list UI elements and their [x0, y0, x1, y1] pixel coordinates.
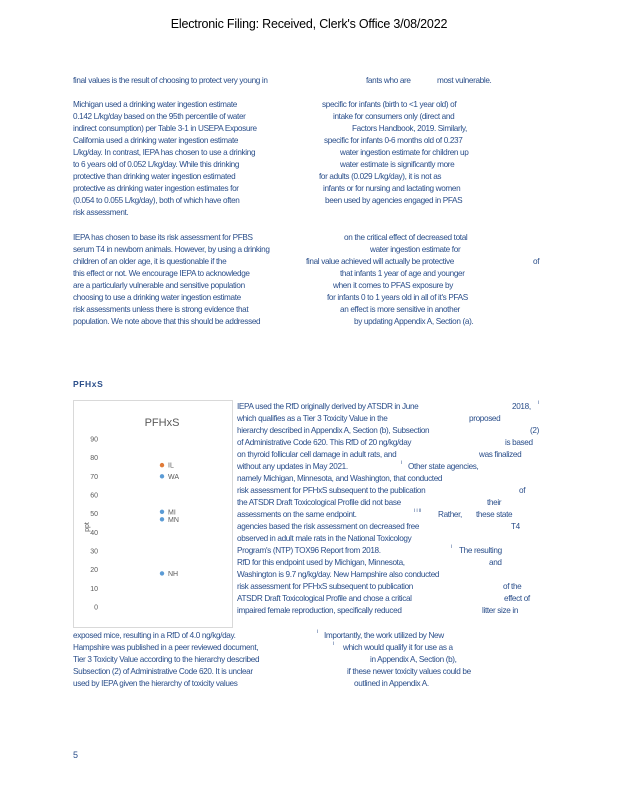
text-segment: risk assessment. — [73, 208, 129, 217]
text-segment: and — [489, 558, 502, 567]
text-segment: RfD for this endpoint used by Michigan, Minnesota, — [237, 558, 405, 567]
footnote-mark: i — [317, 629, 319, 635]
data-point — [160, 463, 164, 467]
text-segment: which would qualify it for use as a — [343, 643, 453, 652]
text-segment: population. We note above that this should be addressed — [73, 317, 261, 326]
text-segment: final value achieved will actually be protective — [306, 257, 454, 266]
data-label: MN — [168, 516, 179, 524]
text-segment: intake for consumers only (direct and — [333, 112, 455, 121]
text-segment: if these newer toxicity values could be — [347, 667, 471, 676]
text-segment: Washington is 9.7 ng/kg/day. New Hampshire also conducted — [237, 570, 440, 579]
chart-y-axis-label: ppt — [84, 522, 91, 532]
text-segment: for adults (0.029 L/kg/day), it is not as — [319, 172, 442, 181]
text-segment: by updating Appendix A, Section (a). — [354, 317, 474, 326]
text-segment: Hampshire was published in a peer reviewed document, — [73, 643, 259, 652]
text-segment: Tier 3 Toxicity Value according to the hierarchy described — [73, 655, 260, 664]
text-segment: children of an older age, it is questionable if the — [73, 257, 227, 266]
text-segment: that infants 1 year of age and younger — [340, 269, 465, 278]
y-tick-label: 60 — [90, 492, 98, 500]
text-segment: without any updates in May 2021. — [237, 462, 348, 471]
text-segment: serum T4 in newborn animals. However, by using a drinking — [73, 245, 270, 254]
text-segment: namely Michigan, Minnesota, and Washington, that conducted — [237, 474, 443, 483]
data-point — [160, 510, 164, 514]
text-segment: Rather, — [438, 510, 462, 519]
text-segment: when it comes to PFAS exposure by — [333, 281, 453, 290]
data-point — [160, 571, 164, 575]
text-segment: which qualifies as a Tier 3 Toxicity Value in the — [237, 414, 388, 423]
section-heading: PFHxS — [73, 379, 104, 389]
page-number: 5 — [73, 750, 79, 760]
text-segment: used by IEPA given the hierarchy of toxicity values — [73, 679, 238, 688]
text-segment: water estimate is significantly more — [340, 160, 455, 169]
text-segment: specific for infants (birth to <1 year old) of — [322, 100, 457, 109]
filing-header: Electronic Filing: Received, Clerk's Office 3/08/2022 — [170, 17, 448, 31]
data-label: WA — [168, 473, 180, 481]
text-segment: hierarchy described in Appendix A, Section (b), Subsection — [237, 426, 430, 435]
text-segment: risk assessments unless there is strong evidence that — [73, 305, 249, 314]
text-segment: the ATSDR Draft Toxicological Profile did not base — [237, 498, 401, 507]
text-segment: protective than drinking water ingestion estimated — [73, 172, 236, 181]
text-segment: of — [519, 486, 526, 495]
text-segment: agencies based the risk assessment on decreased free — [237, 522, 420, 531]
text-segment: an effect is more sensitive in another — [340, 305, 460, 314]
footnote-mark: i — [401, 460, 403, 466]
text-segment: fants who are — [366, 76, 411, 85]
pfhxs-chart-svg — [74, 401, 232, 627]
text-segment: proposed — [469, 414, 501, 423]
text-segment: Factors Handbook, 2019. Similarly, — [352, 124, 467, 133]
text-segment: choosing to use a drinking water ingestion estimate — [73, 293, 241, 302]
text-segment: Michigan used a drinking water ingestion estimate — [73, 100, 237, 109]
text-segment: on the critical effect of decreased total — [344, 233, 468, 242]
text-segment: T4 — [511, 522, 520, 531]
text-segment: risk assessment for PFHxS subsequent to the publication — [237, 486, 426, 495]
text-segment: 0.142 L/kg/day based on the 95th percentile of water — [73, 112, 246, 121]
pfhxs-chart — [73, 400, 233, 628]
y-tick-label: 30 — [90, 548, 98, 556]
text-segment: (2) — [530, 426, 539, 435]
data-label: IL — [168, 462, 174, 470]
text-segment: exposed mice, resulting in a RfD of 4.0 ng/kg/day. — [73, 631, 236, 640]
text-segment: 2018, — [512, 402, 531, 411]
chart-title: PFHxS — [144, 417, 180, 429]
text-segment: on thyroid follicular cell damage in adult rats, and — [237, 450, 397, 459]
text-segment: effect of — [504, 594, 530, 603]
data-point — [160, 474, 164, 478]
y-tick-label: 70 — [90, 473, 98, 481]
y-tick-label: 90 — [90, 436, 98, 444]
y-tick-label: 80 — [90, 455, 98, 463]
text-segment: L/kg/day. In contrast, IEPA has chosen to use a drinking — [73, 148, 256, 157]
text-segment: observed in adult male rats in the National Toxicology — [237, 534, 412, 543]
text-segment: this effect or not. We encourage IEPA to acknowledge — [73, 269, 250, 278]
text-segment: most vulnerable. — [437, 76, 492, 85]
footnote-mark: i i ii — [414, 508, 422, 514]
text-segment: water ingestion estimate for — [370, 245, 461, 254]
data-point — [160, 517, 164, 521]
text-segment: was finalized — [479, 450, 522, 459]
y-tick-label: 50 — [90, 511, 98, 519]
text-segment: of — [533, 257, 540, 266]
text-segment: ATSDR Draft Toxicological Profile and chose a critical — [237, 594, 412, 603]
text-segment: water ingestion estimate for children up — [340, 148, 469, 157]
text-segment: risk assessment for PFHxS subsequent to publication — [237, 582, 414, 591]
text-segment: are a particularly vulnerable and sensitive population — [73, 281, 245, 290]
y-tick-label: 40 — [90, 529, 98, 537]
text-segment: assessments on the same endpoint. — [237, 510, 357, 519]
text-segment: final values is the result of choosing to protect very young in — [73, 76, 268, 85]
text-segment: to 6 years old of 0.052 L/kg/day. While this drinking — [73, 160, 240, 169]
text-segment: outlined in Appendix A. — [354, 679, 429, 688]
text-segment: The resulting — [459, 546, 502, 555]
footnote-mark: i — [451, 544, 453, 550]
text-segment: Subsection (2) of Administrative Code 620. It is unclear — [73, 667, 253, 676]
text-segment: their — [487, 498, 502, 507]
text-segment: these state — [476, 510, 513, 519]
text-segment: specific for infants 0-6 months old of 0.237 — [324, 136, 463, 145]
text-segment: Other state agencies, — [408, 462, 479, 471]
y-tick-label: 10 — [90, 585, 98, 593]
text-segment: (0.054 to 0.055 L/kg/day), both of which have often — [73, 196, 240, 205]
data-label: NH — [168, 570, 179, 578]
text-segment: Importantly, the work utilized by New — [324, 631, 444, 640]
text-segment: indirect consumption) per Table 3-1 in USEPA Exposure — [73, 124, 257, 133]
y-tick-label: 20 — [90, 567, 98, 575]
footnote-mark: i — [538, 400, 540, 406]
footnote-mark: i — [333, 641, 335, 647]
text-segment: IEPA used the RfD originally derived by ATSDR in June — [237, 402, 419, 411]
text-segment: for infants 0 to 1 years old in all of it's PFAS — [327, 293, 468, 302]
text-segment: in Appendix A, Section (b), — [370, 655, 457, 664]
text-segment: protective as drinking water ingestion estimates for — [73, 184, 239, 193]
text-segment: been used by agencies engaged in PFAS — [325, 196, 463, 205]
text-segment: Program's (NTP) TOX96 Report from 2018. — [237, 546, 381, 555]
text-segment: of Administrative Code 620. This RfD of 20 ng/kg/day — [237, 438, 412, 447]
text-segment: infants or for nursing and lactating women — [323, 184, 461, 193]
text-segment: IEPA has chosen to base its risk assessment for PFBS — [73, 233, 253, 242]
data-label: MI — [168, 509, 176, 517]
text-segment: litter size in — [482, 606, 519, 615]
text-segment: is based — [505, 438, 533, 447]
y-tick-label: 0 — [94, 604, 98, 612]
text-segment: of the — [503, 582, 522, 591]
text-segment: impaired female reproduction, specifically reduced — [237, 606, 402, 615]
text-segment: California used a drinking water ingestion estimate — [73, 136, 239, 145]
